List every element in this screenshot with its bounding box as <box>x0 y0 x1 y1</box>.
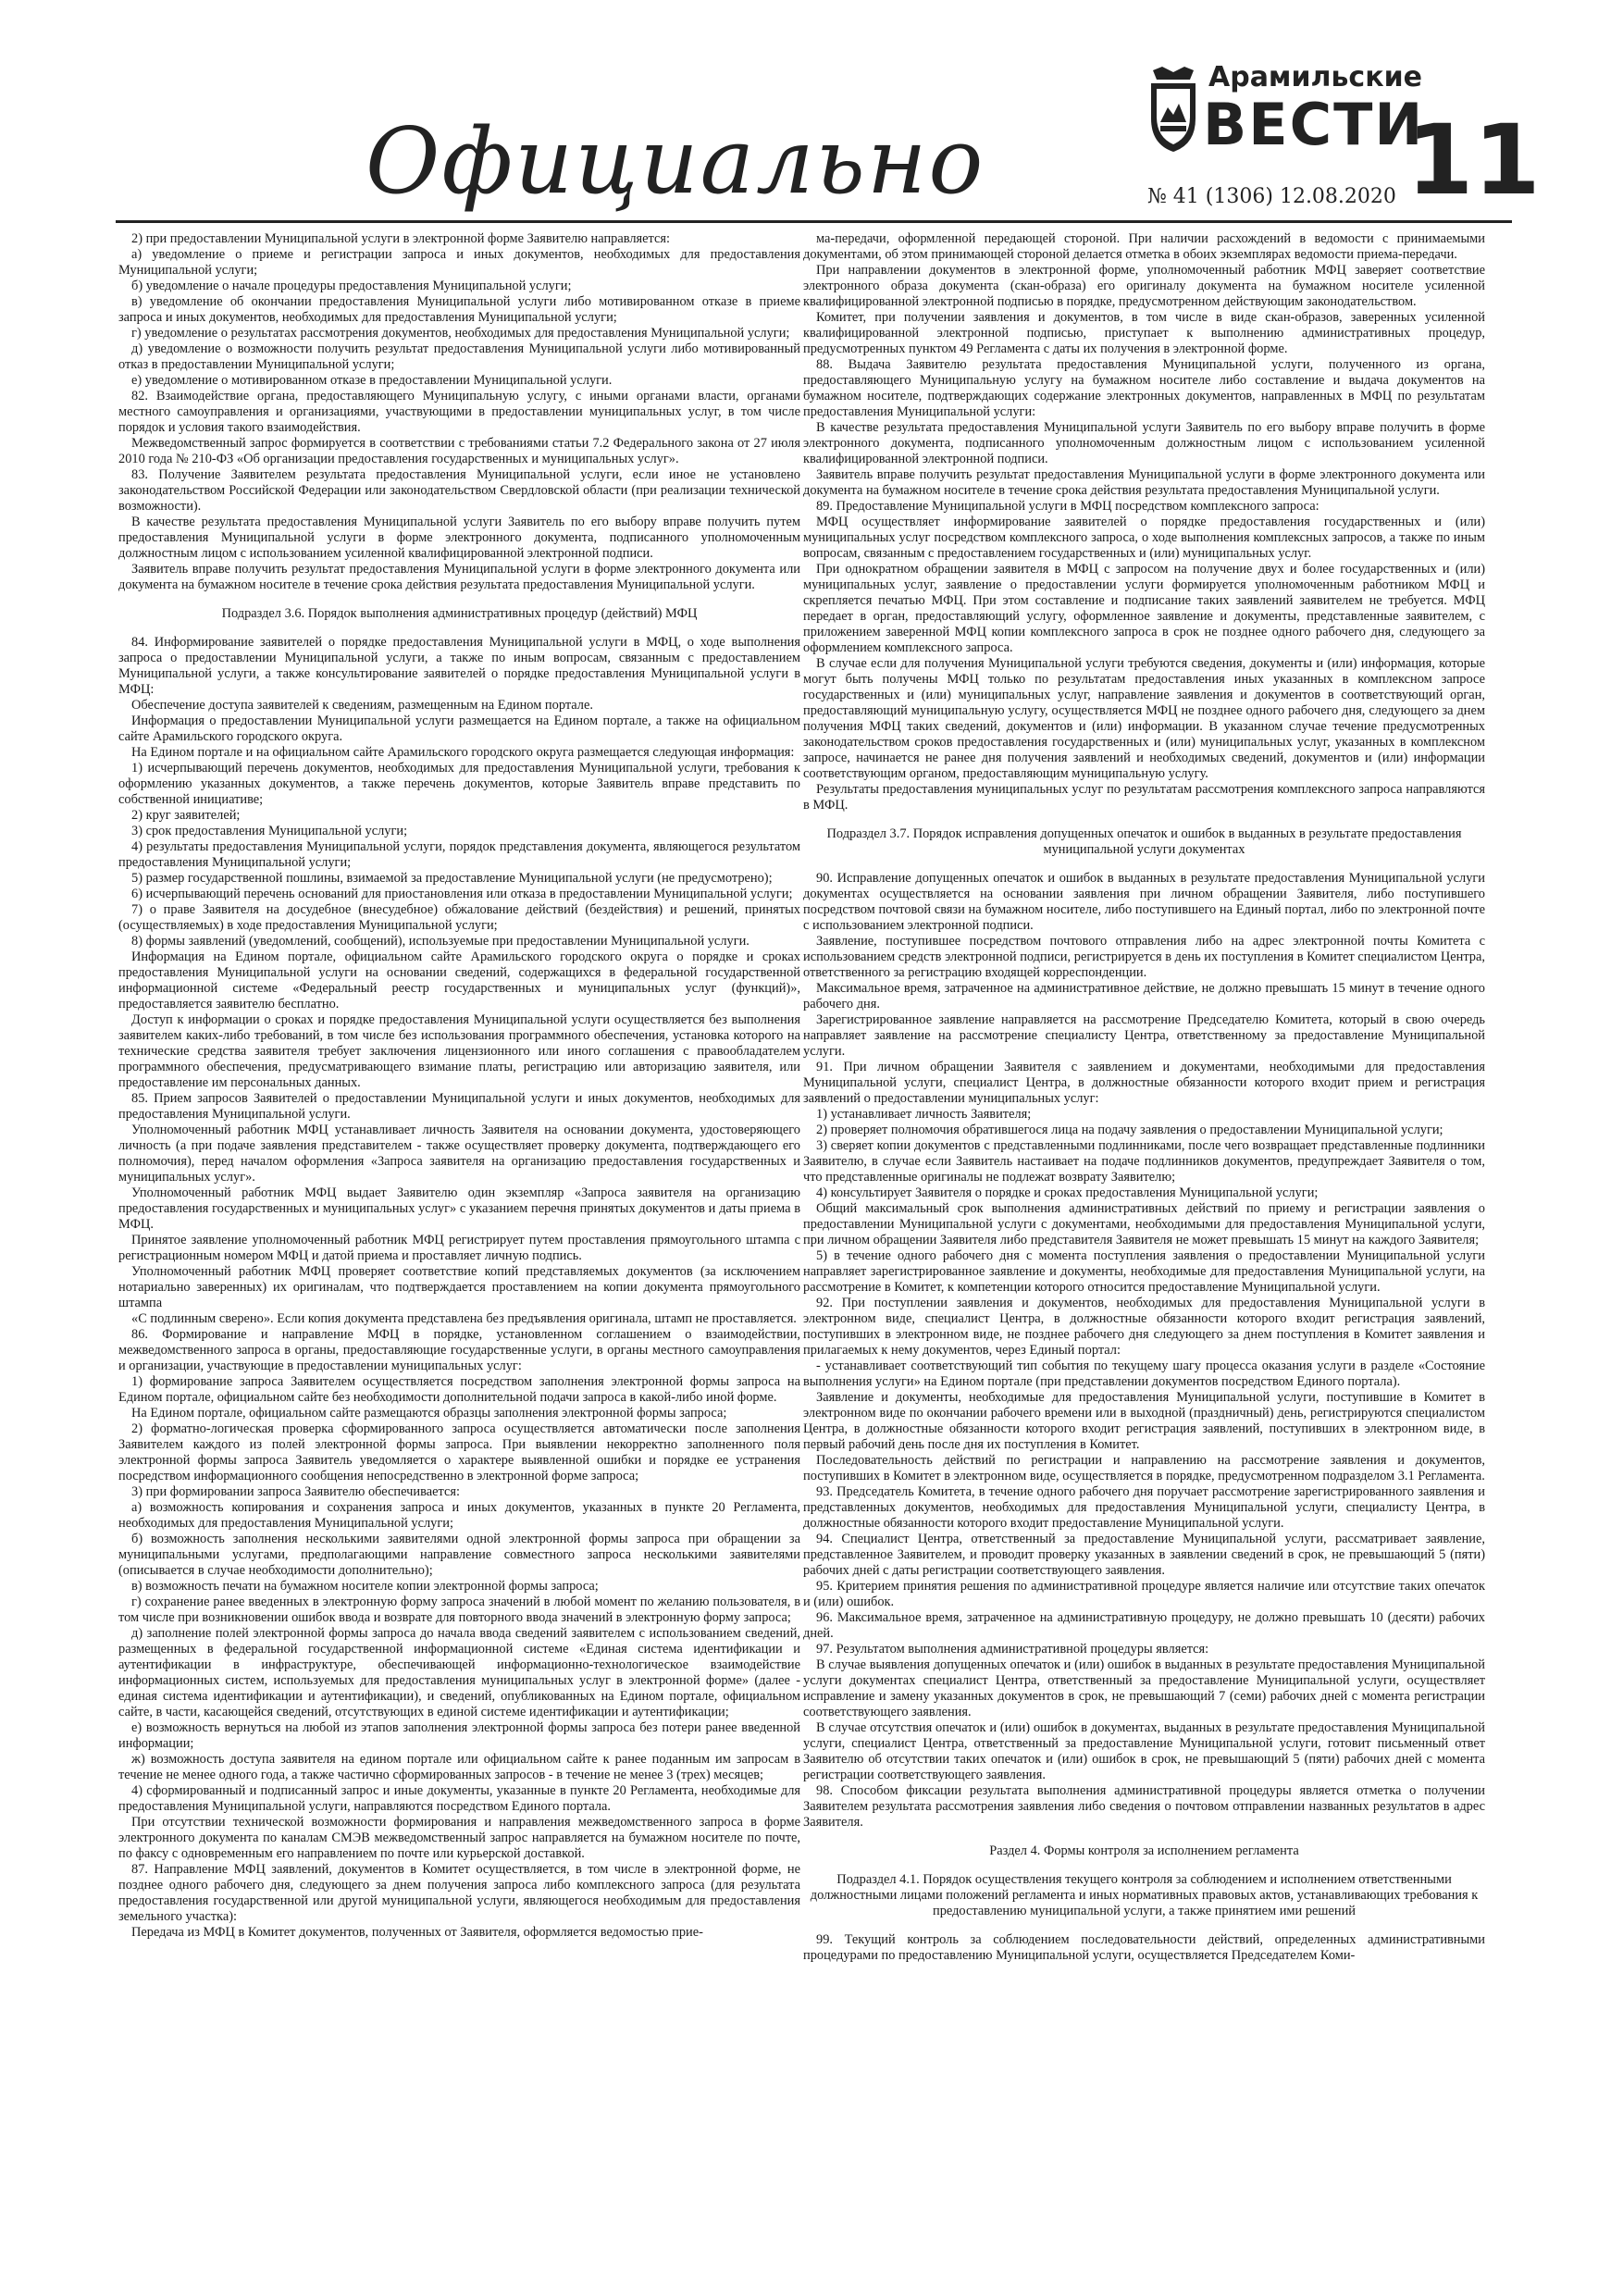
paragraph: При однократном обращении заявителя в МФЦ с запросом на получение двух и более государственных и (или) муниципальных услуг, заявление о предоставлении услуги формируется уполномоченным работником МФЦ и скрепляется печатью МФЦ. При этом составление и подписание таких заявлений заявителем не требуется. МФЦ передает в орган, предоставляющий услугу, оформленное заявление и документы, представленные заявителем, с приложением заверенной МФЦ копии комплексного запроса в срок не позднее одного рабочего дня, следующего за оформлением комплексного запроса. <box>803 562 1485 655</box>
paragraph: «С подлинным сверено». Если копия документа представлена без предъявления оригинала, штамп не проставляется. <box>131 1311 797 1326</box>
subsection-heading: Раздел 4. Формы контроля за исполнением регламента <box>989 1843 1299 1858</box>
paragraph: На Едином портале, официальном сайте размещаются образцы заполнения электронной формы запроса; <box>131 1406 727 1421</box>
paragraph: а) уведомление о приеме и регистрации запроса и иных документов, необходимых для предоставления Муниципальной услуги; <box>118 247 800 278</box>
paragraph: Уполномоченный работник МФЦ выдает Заявителю один экземпляр «Запроса заявителя на организацию предоставления государственных и муниципальных услуг» с указанием перечня принятых документов и даты приема в МФЦ. <box>118 1185 800 1232</box>
paragraph: г) сохранение ранее введенных в электронную форму запроса значений в любой момент по желанию пользователя, в том числе при возникновении ошибок ввода и возврате для повторного ввода значений в электронную форму запроса; <box>118 1595 800 1625</box>
section-title: Официально <box>365 109 985 215</box>
paragraph: 93. Председатель Комитета, в течение одного рабочего дня поручает рассмотрение зарегистрированного заявления и представленных документов, необходимых для предоставления Муниципальной услуги, специалисту Центра, в должностные обязанности которого входит предоставление Муниципальной услуги. <box>803 1484 1485 1531</box>
paragraph: Заявление, поступившее посредством почтового отправления либо на адрес электронной почты Комитета с использованием средств электронной подписи, регистрируется в день их поступления в Комитет специалистом Центра, ответственного за регистрацию входящей корреспонденции. <box>803 934 1485 980</box>
paragraph: 97. Результатом выполнения административной процедуры является: <box>816 1642 1209 1657</box>
paragraph: 84. Информирование заявителей о порядке предоставления Муниципальной услуги в МФЦ, о ходе выполнения запроса о предоставлении Муниципальной услуги, а также по иным вопросам, связанным с предоставлением Муниципальной услуги, а также консультирование заявителей о порядке предоставления Муниципальной услуги в МФЦ: <box>118 635 800 697</box>
paragraph: 4) результаты предоставления Муниципальной услуги, порядок представления документа, являющегося результатом предоставления Муниципальной услуги; <box>118 839 800 870</box>
paragraph: ж) возможность доступа заявителя на едином портале или официальном сайте к ранее поданным им запросам в течение не менее одного года, а также частично сформированных запросов - в течение не менее 3 (трех) месяцев; <box>118 1752 800 1782</box>
paragraph: 2) при предоставлении Муниципальной услуги в электронной форме Заявителю направляется: <box>131 231 670 246</box>
paragraph: 2) форматно-логическая проверка сформированного запроса осуществляется автоматически после заполнения Заявителем каждого из полей электронной формы запроса. При выявлении некорректно заполненного поля электронной формы запроса Заявитель уведомляется о характере выявленной ошибки и порядке ее устранения посредством информационного сообщения непосредственно в электронной форме запроса; <box>118 1421 800 1483</box>
paragraph: 94. Специалист Центра, ответственный за предоставление Муниципальной услуги, рассматривает заявление, представленное Заявителем, и проводит проверку указанных в заявлении сведений в срок, не превышающий 5 (пяти) рабочих дней с даты регистрации соответствующего заявления. <box>803 1532 1485 1578</box>
paragraph: 99. Текущий контроль за соблюдением последовательности действий, определенных административными процедурами по предоставлению Муниципальной услуги, осуществляется Председателем Коми- <box>803 1932 1485 1963</box>
paragraph: 91. При личном обращении Заявителя с заявлением и документами, необходимыми для предоставления Муниципальной услуги, специалист Центра, в должностные обязанности которого входит прием и регистрация заявлений о предоставлении муниципальных услуг: <box>803 1060 1485 1106</box>
paragraph: б) возможность заполнения несколькими заявителями одной электронной формы запроса при обращении за муниципальными услугами, предполагающими направление совместного запроса несколькими заявителями (описывается в случае необходимости дополнительно); <box>118 1532 800 1578</box>
paragraph: 4) консультирует Заявителя о порядке и сроках предоставления Муниципальной услуги; <box>816 1185 1319 1200</box>
paragraph: Зарегистрированное заявление направляется на рассмотрение Председателю Комитета, который в свою очередь направляет заявление на рассмотрение специалисту Центра, ответственному за предоставление Муниципальной услуги. <box>803 1012 1485 1059</box>
paragraph: 6) исчерпывающий перечень оснований для приостановления или отказа в предоставлении Муниципальной услуги; <box>131 887 793 901</box>
paragraph: ма-передачи, оформленной передающей стороной. При наличии расхождений в ведомости с принимаемыми документами, об этом принимающей стороной делается отметка в обоих экземплярах ведомости приема-передачи. <box>803 231 1485 262</box>
paragraph: д) заполнение полей электронной формы запроса до начала ввода сведений заявителем с использованием сведений, размещенных в федеральной государственной информационной системе «Единая система идентификации и аутентификации в инфраструктуре, обеспечивающей информационно-технологическое взаимодействие информационных систем, используемых для предоставления муниципальных услуг в электронной форме» (далее - единая система идентификации и аутентификации), и сведений, опубликованных на Едином портале, официальном сайте, в части, касающейся сведений, отсутствующих в единой системе идентификации и аутентификации; <box>118 1626 800 1719</box>
logo-vesti: ВЕСТИ <box>1203 91 1425 158</box>
paragraph: В случае если для получения Муниципальной услуги требуются сведения, документы и (или) информация, которые могут быть получены МФЦ только по результатам предоставления иных указанных в комплексном запросе государственных и (или) муниципальных услуг, направление заявления и документов в соответствующий орган, предоставляющий муниципальную услугу, осуществляется МФЦ не позднее одного рабочего дня, следующего за днем получения МФЦ таких сведений, документов и (или) информации. В указанном случае течение предусмотренных законодательством сроков предоставления государственных и (или) муниципальных услуг, указанных в комплексном запросе, начинается не ранее дня получения заявлений и необходимых сведений, документов и (или) информации соответствующим органом, предоставляющим муниципальную услугу. <box>803 656 1485 781</box>
paragraph: В качестве результата предоставления Муниципальной услуги Заявитель по его выбору вправе получить путем предоставления Муниципальной услуги в форме электронного документа, подписанного уполномоченным должностным лицом с использованием усиленной квалифицированной электронной подписи. <box>118 515 800 561</box>
paragraph: Уполномоченный работник МФЦ проверяет соответствие копий представляемых документов (за исключением нотариально заверенных) их оригиналам, что подтверждается проставлением на копии документа прямоугольного штампа <box>118 1264 800 1310</box>
coat-of-arms-icon <box>1147 67 1199 154</box>
paragraph: 83. Получение Заявителем результата предоставления Муниципальной услуги, если иное не установлено законодательством Российской Федерации или законодательством Свердловской области (при реализации технической возможности). <box>118 467 800 514</box>
paragraph: 90. Исправление допущенных опечаток и ошибок в выданных в результате предоставления Муниципальной услуги документах осуществляется на основании заявления при личном обращении Заявителя, либо поступившего посредством почтовой связи на бумажном носителе, либо поступившего на Единый портал, либо по электронной почте с использованием электронной подписи. <box>803 871 1485 933</box>
paragraph: На Едином портале и на официальном сайте Арамильского городского округа размещается следующая информация: <box>131 745 795 760</box>
paragraph: г) уведомление о результатах рассмотрения документов, необходимых для предоставления Муниципальной услуги; <box>131 326 790 341</box>
paragraph: Комитет, при получении заявления и документов, в том числе в виде скан-образов, заверенных усиленной квалифицированной электронной подписью, приступает к выполнению административных процедур, предусмотренных пунктом 49 Регламента с даты их получения в электронной форме. <box>803 310 1485 356</box>
paragraph: б) уведомление о начале процедуры предоставления Муниципальной услуги; <box>131 279 572 293</box>
paragraph: Информация на Едином портале, официальном сайте Арамильского городского округа о порядке и сроках предоставления Муниципальной услуги на основании сведений, содержащихся в федеральной государственной информационной системе «Федеральный реестр государственных и муниципальных услуг (функций)», предоставляется заявителю бесплатно. <box>118 949 800 1011</box>
paragraph: Результаты предоставления муниципальных услуг по результатам рассмотрения комплексного запроса направляются в МФЦ. <box>803 782 1485 813</box>
paragraph: При отсутствии технической возможности формирования и направления межведомственного запроса в форме электронного документа по каналам СМЭВ межведомственный запрос направляется на бумажном носителе по почте, по факсу с одновременным его направлением по почте или курьерской доставкой. <box>118 1815 800 1861</box>
paragraph: 89. Предоставление Муниципальной услуги в МФЦ посредством комплексного запроса: <box>816 499 1319 514</box>
newspaper-logo <box>1144 59 1425 170</box>
paragraph: 5) размер государственной пошлины, взимаемой за предоставление Муниципальной услуги (не предусмотрено); <box>131 871 773 886</box>
paragraph: Заявление и документы, необходимые для предоставления Муниципальной услуги, поступившие в Комитет в электронном виде по окончании рабочего времени или в выходной (праздничный) день, регистрируются специалистом Центра, в должностные обязанности которого входит регистрация заявлений, поступивших в электронном виде, в первый рабочий день после дня их поступления в Комитет. <box>803 1390 1485 1452</box>
subsection-heading: Подраздел 3.7. Порядок исправления допущенных опечаток и ошибок в выданных в результате предоставления муниципальной услуги документах <box>826 826 1462 857</box>
paragraph: Передача из МФЦ в Комитет документов, полученных от Заявителя, оформляется ведомостью прие- <box>131 1925 703 1940</box>
paragraph: 98. Способом фиксации результата выполнения административной процедуры является отметка о получении Заявителем результата рассмотрения заявления либо сведения о почтовом отправлении названных результатов в адрес Заявителя. <box>803 1783 1485 1830</box>
paragraph: 3) сверяет копии документов с представленными подлинниками, после чего возвращает представленные подлинники Заявителю, в случае если Заявитель настаивает на подаче подлинников документов, предупреждает Заявителя о том, что представленные оригиналы не подлежат возврату Заявителю; <box>803 1138 1485 1185</box>
paragraph: 7) о праве Заявителя на досудебное (внесудебное) обжалование действий (бездействия) и решений, принятых (осуществляемых) в ходе предоставления Муниципальной услуги; <box>118 902 800 933</box>
paragraph: е) уведомление о мотивированном отказе в предоставлении Муниципальной услуги. <box>131 373 613 388</box>
right-column <box>803 231 1485 1964</box>
paragraph: В случае выявления допущенных опечаток и (или) ошибок в выданных в результате предоставления Муниципальной услуги документах специалист Центра, ответственный за предоставление Муниципальной услуги, осуществляет исправление и замену указанных документов в срок, не превышающий 7 (семи) рабочих дней с момента регистрации соответствующего заявления. <box>803 1657 1485 1719</box>
paragraph: 85. Прием запросов Заявителей о предоставлении Муниципальной услуги и иных документов, необходимых для предоставления Муниципальной услуги. <box>118 1091 800 1122</box>
issue-number: № 41 (1306) 12.08.2020 <box>1147 185 1396 208</box>
paragraph: а) возможность копирования и сохранения запроса и иных документов, указанных в пункте 20 Регламента, необходимых для предоставления Муниципальной услуги; <box>118 1500 800 1531</box>
paragraph: 3) срок предоставления Муниципальной услуги; <box>131 824 408 838</box>
paragraph: 1) устанавливает личность Заявителя; <box>816 1107 1032 1122</box>
left-column <box>118 231 800 1941</box>
paragraph: 1) формирование запроса Заявителем осуществляется посредством заполнения электронной формы запроса на Едином портале, официальном сайте без необходимости дополнительной подачи запроса в какой-либо иной форме. <box>118 1374 800 1405</box>
paragraph: 1) исчерпывающий перечень документов, необходимых для предоставления Муниципальной услуги, требования к оформлению указанных документов, а также перечень документов, которые Заявитель вправе представить по собственной инициативе; <box>118 761 800 807</box>
header-rule <box>116 220 1512 223</box>
paragraph: 4) сформированный и подписанный запрос и иные документы, указанные в пункте 20 Регламента, необходимые для предоставления Муниципальной услуги, направляются посредством Единого портала. <box>118 1783 800 1814</box>
paragraph: 87. Направление МФЦ заявлений, документов в Комитет осуществляется, в том числе в электронной форме, не позднее одного рабочего дня, следующего за днем получения запроса либо комплексного запроса (для результата предоставления государственной или другой муниципальной услуги, являющегося необходимым для предоставления земельного участка): <box>118 1862 800 1924</box>
paragraph: в) возможность печати на бумажном носителе копии электронной формы запроса; <box>131 1579 599 1594</box>
paragraph: в) уведомление об окончании предоставления Муниципальной услуги либо мотивированном отказе в приеме запроса и иных документов, необходимых для предоставления Муниципальной услуги; <box>118 294 800 325</box>
paragraph: Межведомственный запрос формируется в соответствии с требованиями статьи 7.2 Федерального закона от 27 июля 2010 года № 210-ФЗ «Об организации предоставления государственных и муниципальных услуг». <box>118 436 800 466</box>
paragraph: 2) проверяет полномочия обратившегося лица на подачу заявления о предоставлении Муниципальной услуги; <box>816 1123 1443 1137</box>
paragraph: Общий максимальный срок выполнения административных действий по приему и регистрации заявления о предоставлении Муниципальной услуги с документами, необходимыми для предоставления Муниципальной услуги, при личном обращении Заявителя либо представителя Заявителя не может превышать 15 минут на каждого Заявителя; <box>803 1201 1485 1247</box>
paragraph: 92. При поступлении заявления и документов, необходимых для предоставления Муниципальной услуги в электронном виде, специалист Центра, в должностные обязанности которого входит регистрация заявлений, поступивших в электронном виде, не позднее рабочего дня следующего за днем поступления в Комитет заявления и прилагаемых к нему документов, через Единый портал: <box>803 1296 1485 1358</box>
paragraph: Максимальное время, затраченное на административное действие, не должно превышать 15 минут в течение одного рабочего дня. <box>803 981 1485 1011</box>
paragraph: Последовательность действий по регистрации и направлению на рассмотрение заявления и документов, поступивших в Комитет в электронном виде, осуществляется в порядке, предусмотренном подразделом 3.1 Регламента. <box>803 1453 1485 1483</box>
paragraph: 5) в течение одного рабочего дня с момента поступления заявления о предоставлении Муниципальной услуги направляет зарегистрированное заявление и документы, необходимые для предоставления Муниципальной услуги, на рассмотрение в Комитет, к компетенции которого относится предоставление Муниципальной услуги. <box>803 1248 1485 1295</box>
paragraph: МФЦ осуществляет информирование заявителей о порядке предоставления государственных и (или) муниципальных услуг посредством комплексного запроса, о ходе выполнения комплексных запросов, а также по иным вопросам, связанным с предоставлением государственных и (или) муниципальных услуг. <box>803 515 1485 561</box>
paragraph: Уполномоченный работник МФЦ устанавливает личность Заявителя на основании документа, удостоверяющего личность (а при подаче заявления представителем - также осуществляет проверку документа, подтверждающего его полномочия), перед началом оформления «Запроса заявителя на организацию предоставления государственных и муниципальных услуг». <box>118 1123 800 1185</box>
paragraph: Принятое заявление уполномоченный работник МФЦ регистрирует путем проставления прямоугольного штампа с регистрационным номером МФЦ и датой приема и проставляет личную подпись. <box>118 1233 800 1263</box>
paragraph: 8) формы заявлений (уведомлений, сообщений), используемые при предоставлении Муниципальной услуги. <box>131 934 750 949</box>
paragraph: Обеспечение доступа заявителей к сведениям, размещенным на Едином портале. <box>131 698 593 713</box>
paragraph: 82. Взаимодействие органа, предоставляющего Муниципальную услугу, с иными органами власти, органами местного самоуправления и организациями, участвующими в предоставлении муниципальных услуг, в том числе порядок и условия такого взаимодействия. <box>118 389 800 435</box>
paragraph: Информация о предоставлении Муниципальной услуги размещается на Едином портале, а также на официальном сайте Арамильского городского округа. <box>118 714 800 744</box>
paragraph: 86. Формирование и направление МФЦ в порядке, установленном соглашением о взаимодействии, межведомственного запроса в органы, предоставляющие государственные услуги, в органы местного самоуправления и организации, участвующие в предоставлении муниципальных услуг: <box>118 1327 800 1373</box>
paragraph: 3) при формировании запроса Заявителю обеспечивается: <box>131 1484 460 1499</box>
paragraph: д) уведомление о возможности получить результат предоставления Муниципальной услуги либо мотивированный отказ в предоставлении Муниципальной услуги; <box>118 341 800 372</box>
paragraph: Заявитель вправе получить результат предоставления Муниципальной услуги в форме электронного документа или документа на бумажном носителе в течение срока действия результата предоставления Муниципальной услуги. <box>118 562 800 592</box>
page-number: 11 <box>1406 104 1541 217</box>
paragraph: Заявитель вправе получить результат предоставления Муниципальной услуги в форме электронного документа или документа на бумажном носителе в течение срока действия результата предоставления Муниципальной услуги. <box>803 467 1485 498</box>
paragraph: е) возможность вернуться на любой из этапов заполнения электронной формы запроса без потери ранее введенной информации; <box>118 1720 800 1751</box>
logo-name: Арамильские <box>1208 61 1422 93</box>
paragraph: В случае отсутствия опечаток и (или) ошибок в документах, выданных в результате предоставления Муниципальной услуги, специалист Центра, ответственный за предоставление Муниципальной услуги, готовит письменный ответ Заявителю об отсутствии таких опечаток и (или) ошибок в срок, не превышающий 5 (пяти) рабочих дней с момента регистрации соответствующего заявления. <box>803 1720 1485 1782</box>
paragraph: Доступ к информации о сроках и порядке предоставления Муниципальной услуги осуществляется без выполнения заявителем каких-либо требований, в том числе без использования программного обеспечения, установка которого на технические средства заявителя требует заключения лицензионного или иного соглашения с правообладателем программного обеспечения, предусматривающего взимание платы, регистрацию или авторизацию заявителя, или предоставление им персональных данных. <box>118 1012 800 1090</box>
subsection-heading: Подраздел 3.6. Порядок выполнения административных процедур (действий) МФЦ <box>221 606 698 621</box>
paragraph: 88. Выдача Заявителю результата предоставления Муниципальной услуги, полученного из органа, предоставляющего Муниципальную услугу на бумажном носителе либо составление и выдача документов на бумажном носителе, подтверждающих содержание электронных документов, направленных в МФЦ по результатам предоставления Муниципальной услуги: <box>803 357 1485 419</box>
paragraph: 96. Максимальное время, затраченное на административную процедуру, не должно превышать 10 (десяти) рабочих дней. <box>803 1610 1485 1641</box>
paragraph: В качестве результата предоставления Муниципальной услуги Заявитель по его выбору вправе получить в форме электронного документа, подписанного уполномоченным должностным лицом с использованием усиленной квалифицированной электронной подписи. <box>803 420 1485 466</box>
paragraph: - устанавливает соответствующий тип события по текущему шагу процесса оказания услуги в разделе «Состояние выполнения услуги» на Едином портале (при представлении документов посредством Единого портала). <box>803 1359 1485 1389</box>
paragraph: При направлении документов в электронной форме, уполномоченный работник МФЦ заверяет соответствие электронного образа документа (скан-образа) его оригиналу документа на бумажном носителе усиленной квалифицированной электронной подписью в порядке, предусмотренном действующим законодательством. <box>803 263 1485 309</box>
paragraph: 2) круг заявителей; <box>131 808 241 823</box>
paragraph: 95. Критерием принятия решения по административной процедуре является наличие или отсутствие таких опечаток и (или) ошибок. <box>803 1579 1485 1609</box>
subsection-heading: Подраздел 4.1. Порядок осуществления текущего контроля за соблюдением и исполнением ответственными должностными лицами положений регламента и иных нормативных правовых актов, устанавливающих требования к предоставлению муниципальной услуги, а также принятием ими решений <box>810 1872 1479 1918</box>
